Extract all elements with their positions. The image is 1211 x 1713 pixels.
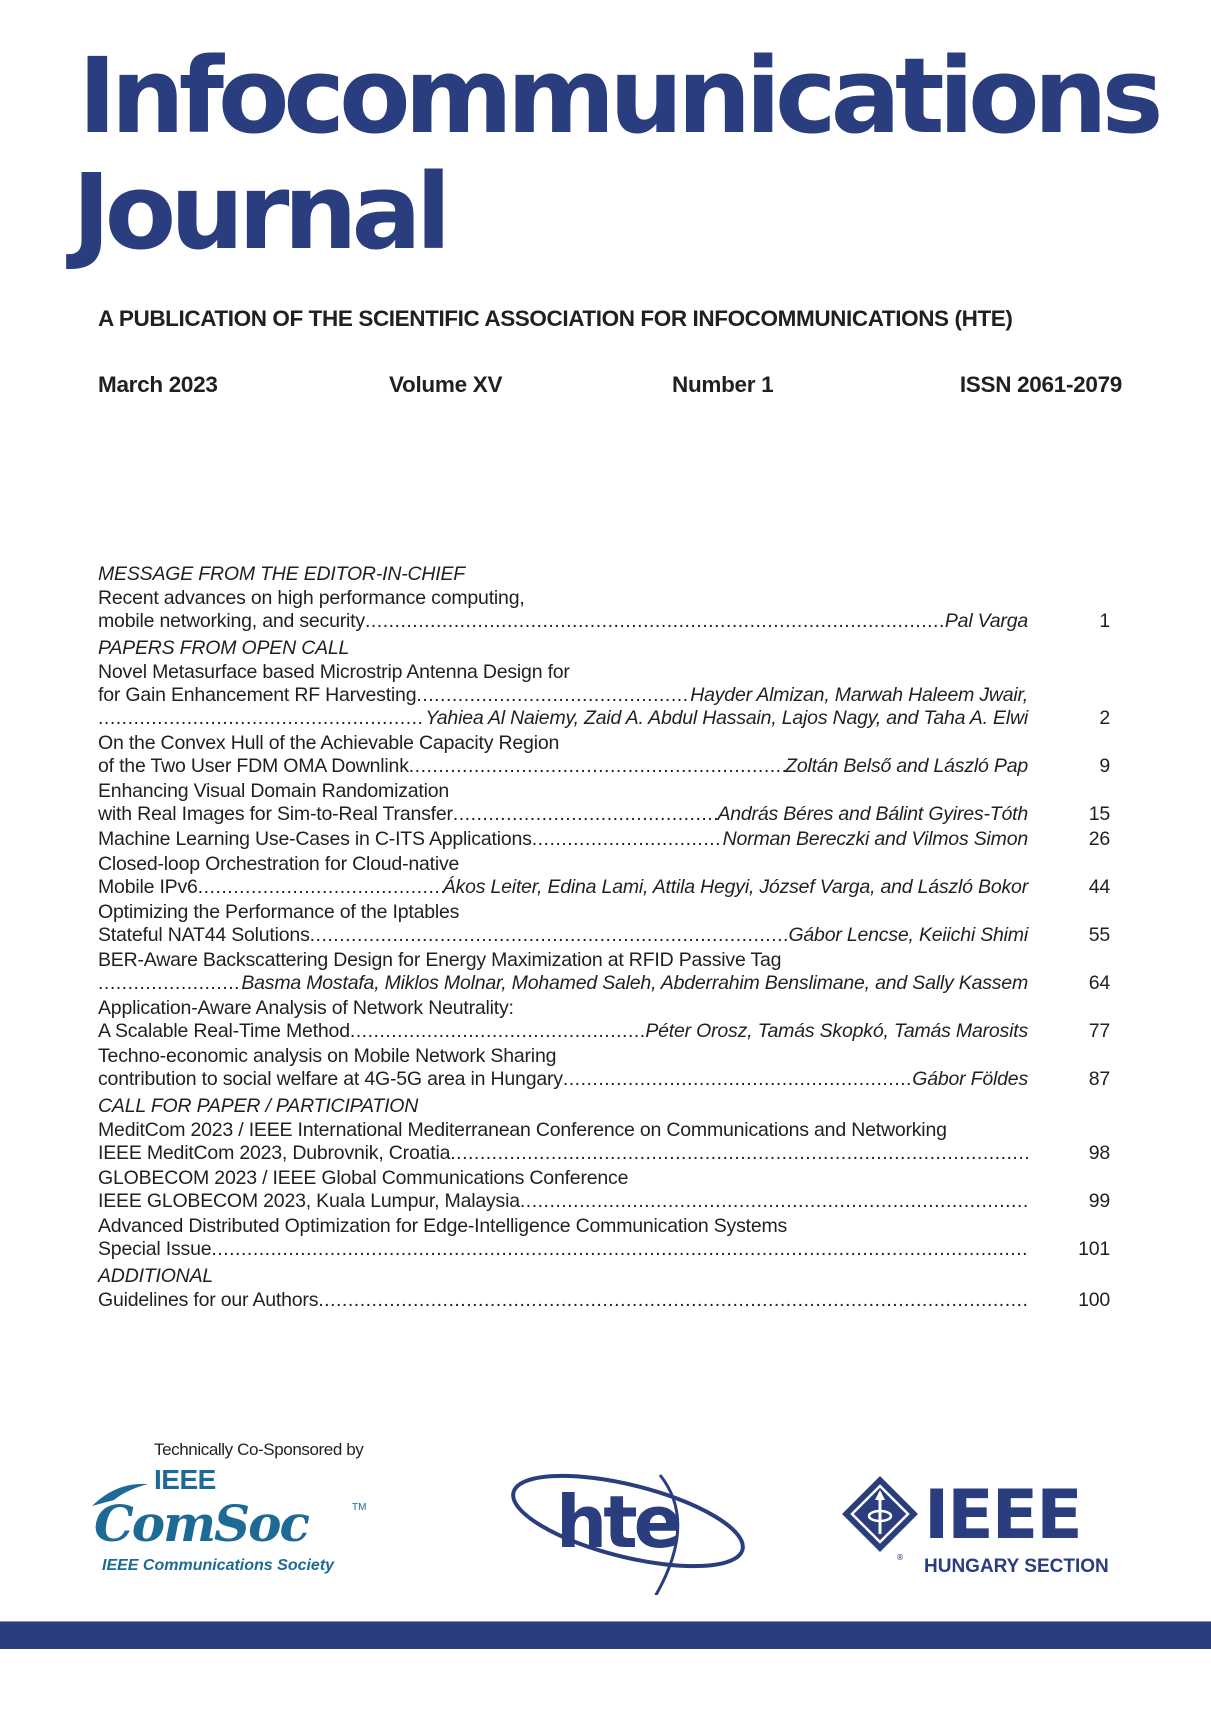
toc-leader-dots: [416, 684, 690, 707]
toc-entry[interactable]: [98, 732, 1110, 778]
toc-entry-title-line: Enhancing Visual Domain Randomization: [98, 780, 450, 802]
ieee-comsoc-logo: [90, 1466, 390, 1586]
toc-entry-authors: Gábor Földes: [912, 1068, 1028, 1090]
ieee-registered-mark: ®: [896, 1553, 904, 1562]
toc-entry-title-line: Techno-economic analysis on Mobile Network Sharing: [98, 1045, 557, 1067]
toc-entry-leader-row: [98, 755, 1110, 778]
toc-leader-dots: [520, 1190, 1028, 1213]
toc-entry-page-number: 15: [1088, 803, 1110, 825]
toc-entry-leader-row: [98, 707, 1110, 730]
toc-leader-dots: [450, 1142, 1028, 1165]
toc-entry-authors: Zoltán Belső and László Pap: [785, 755, 1028, 777]
toc-entry[interactable]: [98, 997, 1110, 1043]
toc-entry-page-number: 101: [1078, 1238, 1110, 1260]
toc-entry-title-line: Recent advances on high performance computing,: [98, 587, 525, 609]
toc-entry-title-line: Novel Metasurface based Microstrip Antenna Design for: [98, 661, 570, 683]
toc-entry-title: Special Issue: [98, 1238, 212, 1260]
toc-entry-page-number: 77: [1088, 1020, 1110, 1042]
toc-entry-leader-row: [98, 924, 1110, 947]
toc-leader-dots: [211, 1238, 1028, 1261]
journal-masthead: [72, 35, 1158, 273]
toc-entry-page-number: 99: [1088, 1190, 1110, 1212]
comsoc-trademark: TM: [352, 1502, 367, 1513]
issue-date: March 2023: [98, 372, 218, 397]
toc-entry-authors: Hayder Almizan, Marwah Haleem Jwair,: [690, 684, 1028, 706]
toc-entry-title: Guidelines for our Authors: [98, 1289, 319, 1311]
toc-entry-leader-row: [98, 1020, 1110, 1043]
toc-entry-leader-row: [98, 876, 1110, 899]
toc-entry-page-number: 100: [1078, 1289, 1110, 1311]
toc-entry-leader-row: [98, 828, 1110, 851]
toc-entry-title: Stateful NAT44 Solutions: [98, 924, 310, 946]
toc-entry-page-number: 87: [1088, 1068, 1110, 1090]
toc-section-heading: CALL FOR PAPER / PARTICIPATION: [98, 1095, 419, 1117]
bottom-color-bar: [0, 1621, 1211, 1649]
toc-entry-leader-row: [98, 1142, 1110, 1165]
toc-entry[interactable]: [98, 828, 1110, 851]
toc-entry-leader-row: [98, 1190, 1110, 1213]
toc-leader-dots: [350, 1020, 645, 1043]
toc-entry-title: Machine Learning Use-Cases in C-ITS Applications: [98, 828, 532, 850]
toc-entry[interactable]: [98, 1215, 1110, 1261]
toc-leader-dots: [310, 924, 789, 947]
toc-entry[interactable]: [98, 949, 1110, 995]
toc-entry-authors: András Béres and Bálint Gyires-Tóth: [717, 803, 1028, 825]
toc-entry-leader-row: [98, 1068, 1110, 1091]
toc-entry[interactable]: [98, 1119, 1110, 1165]
toc-entry-page-number: 64: [1088, 972, 1110, 994]
toc-leader-dots: [98, 707, 425, 730]
toc-entry-title-line: Closed-loop Orchestration for Cloud-native: [98, 853, 460, 875]
toc-entry-authors: Norman Bereczki and Vilmos Simon: [722, 828, 1028, 850]
toc-leader-dots: [409, 755, 785, 778]
toc-section-heading: PAPERS FROM OPEN CALL: [98, 637, 350, 659]
issue-issn: ISSN 2061-2079: [959, 372, 1122, 397]
toc-entry-title: for Gain Enhancement RF Harvesting: [98, 684, 417, 706]
toc-entry[interactable]: [98, 853, 1110, 899]
comsoc-ieee-text: IEEE: [154, 1464, 216, 1495]
toc-entry-title: Mobile IPv6: [98, 876, 198, 898]
toc-entry-title: mobile networking, and security: [98, 610, 365, 632]
journal-title-line1: Infocommunications: [78, 35, 1158, 157]
toc-entry-title: contribution to social welfare at 4G-5G area in Hungary: [98, 1068, 563, 1090]
toc-entry-leader-row: [98, 1238, 1110, 1261]
toc-entry-page-number: 2: [1099, 707, 1110, 729]
toc-entry[interactable]: [98, 780, 1110, 826]
toc-leader-dots: [98, 972, 241, 995]
toc-leader-dots: [563, 1068, 912, 1091]
publication-subtitle: A PUBLICATION OF THE SCIENTIFIC ASSOCIATION FOR INFOCOMMUNICATIONS (HTE): [98, 306, 1013, 331]
hte-orbit-icon: [510, 1455, 750, 1595]
toc-entry-title-line: Optimizing the Performance of the Iptables: [98, 901, 460, 923]
ieee-wordmark: IEEE: [924, 1476, 1081, 1555]
toc-entry-title: IEEE GLOBECOM 2023, Kuala Lumpur, Malaysia: [98, 1190, 520, 1212]
toc-entry[interactable]: [98, 1045, 1110, 1091]
toc-entry-title-line: BER-Aware Backscattering Design for Energy Maximization at RFID Passive Tag: [98, 949, 782, 971]
toc-leader-dots: [532, 828, 723, 851]
ieee-hungary-section-text: HUNGARY SECTION: [924, 1556, 1109, 1577]
toc-leader-dots: [365, 610, 945, 633]
toc-entry-authors: Gábor Lencse, Keiichi Shimi: [788, 924, 1028, 946]
ieee-diamond-icon: [838, 1470, 1118, 1580]
toc-leader-dots: [318, 1289, 1028, 1312]
toc-section-heading: MESSAGE FROM THE EDITOR-IN-CHIEF: [98, 563, 466, 585]
toc-entry[interactable]: [98, 1289, 1110, 1312]
toc-entry-leader-row: [98, 684, 1028, 707]
toc-entry-leader-row: [98, 803, 1110, 826]
toc-entry-title: IEEE MeditCom 2023, Dubrovnik, Croatia: [98, 1142, 451, 1164]
toc-entry-authors: Pal Varga: [944, 610, 1028, 632]
toc-entry-title-line: MeditCom 2023 / IEEE International Mediterranean Conference on Communications and Networking: [98, 1119, 947, 1141]
toc-entry-authors: Péter Orosz, Tamás Skopkó, Tamás Marosits: [645, 1020, 1028, 1042]
table-of-contents: [98, 562, 1110, 1314]
toc-entry-authors: Yahiea Al Naiemy, Zaid A. Abdul Hassain, Lajos Nagy, and Taha A. Elwi: [425, 707, 1028, 729]
toc-entry-title-line: On the Convex Hull of the Achievable Capacity Region: [98, 732, 560, 754]
toc-entry[interactable]: [98, 901, 1110, 947]
toc-leader-dots: [453, 803, 718, 826]
issue-volume: Volume XV: [389, 372, 503, 397]
toc-entry-page-number: 98: [1088, 1142, 1110, 1164]
toc-leader-dots: [198, 876, 443, 899]
hte-wordmark: hte: [556, 1480, 679, 1564]
toc-entry-page-number: 1: [1099, 610, 1110, 632]
toc-entry-page-number: 9: [1099, 755, 1110, 777]
toc-section-heading: ADDITIONAL: [98, 1265, 214, 1287]
toc-entry-page-number: 55: [1088, 924, 1110, 946]
toc-entry[interactable]: [98, 587, 1110, 633]
toc-entry-page-number: 44: [1088, 876, 1110, 898]
toc-entry-page-number: 26: [1088, 828, 1110, 850]
toc-entry-leader-row: [98, 610, 1110, 633]
toc-entry-leader-row: [98, 972, 1110, 995]
toc-entry-title-line: GLOBECOM 2023 / IEEE Global Communications Conference: [98, 1167, 629, 1189]
journal-title-line2: Journal: [72, 151, 446, 273]
issue-info: [98, 370, 1122, 400]
toc-entry-authors: Ákos Leiter, Edina Lami, Attila Hegyi, József Varga, and László Bokor: [442, 876, 1028, 898]
toc-entry[interactable]: [98, 661, 1110, 730]
toc-entry-title: A Scalable Real-Time Method: [98, 1020, 350, 1042]
toc-entry-authors: Basma Mostafa, Miklos Molnar, Mohamed Saleh, Abderrahim Benslimane, and Sally Kassem: [241, 972, 1028, 994]
toc-entry-title-line: Advanced Distributed Optimization for Edge-Intelligence Communication Systems: [98, 1215, 788, 1237]
toc-entry-title-line: Application-Aware Analysis of Network Neutrality:: [98, 997, 514, 1019]
sponsor-label: Technically Co-Sponsored by: [154, 1440, 364, 1459]
toc-entry-leader-row: [98, 1289, 1110, 1312]
toc-entry[interactable]: [98, 1167, 1110, 1213]
ieee-hungary-section-logo: [838, 1470, 1118, 1580]
hte-logo: [510, 1455, 750, 1595]
issue-number: Number 1: [672, 372, 774, 397]
comsoc-society-name: IEEE Communications Society: [102, 1557, 335, 1574]
toc-entry-title: of the Two User FDM OMA Downlink: [98, 755, 409, 777]
toc-entry-title: with Real Images for Sim-to-Real Transfer: [98, 803, 453, 825]
comsoc-wordmark: ComSoc: [94, 1494, 308, 1553]
